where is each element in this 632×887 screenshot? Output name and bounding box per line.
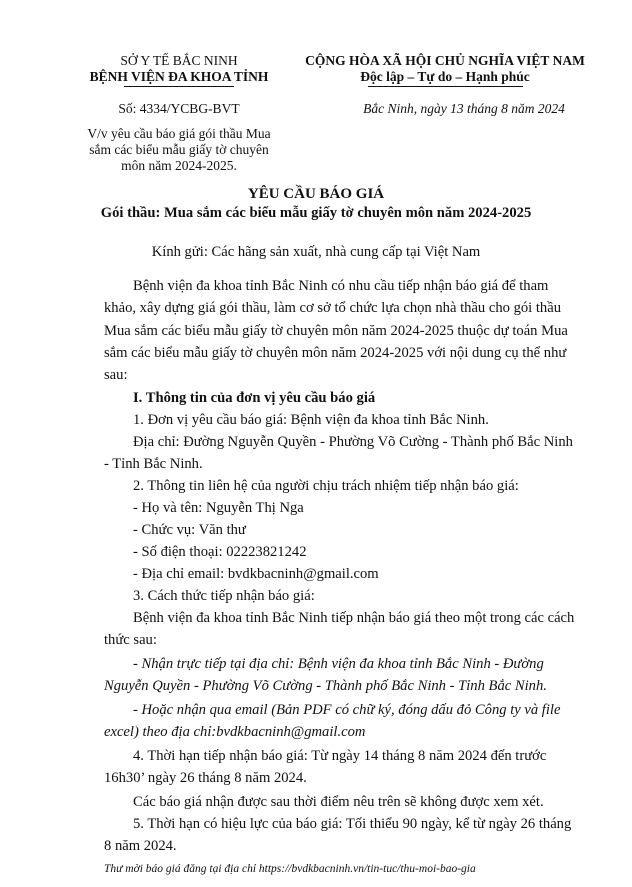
contact-heading: 2. Thông tin liên hệ của người chịu trách nhiệm tiếp nhận báo giá: bbox=[133, 478, 519, 494]
greeting: Kính gửi: Các hãng sản xuất, nhà cung cấp tại Việt Nam bbox=[151, 244, 481, 260]
contact-phone: - Số điện thoại: 02223821242 bbox=[133, 544, 307, 560]
method-heading: 3. Cách thức tiếp nhận báo giá: bbox=[133, 588, 315, 604]
document-title: YÊU CẦU BÁO GIÁ bbox=[247, 186, 385, 202]
address-line: Địa chỉ: Đường Nguyễn Quyền - Phường Võ Cường - Thành phố Bắc Ninh bbox=[133, 434, 573, 450]
document-subtitle: Gói thầu: Mua sắm các biểu mẫu giấy tờ chuyên môn năm 2024-2025 bbox=[100, 205, 532, 221]
hospital-underline bbox=[124, 86, 234, 87]
national-motto: Độc lập – Tự do – Hạnh phúc bbox=[360, 69, 530, 84]
contact-name: - Họ và tên: Nguyễn Thị Nga bbox=[133, 500, 304, 516]
subject-line: V/v yêu cầu báo giá gói thầu Mua bbox=[87, 126, 271, 141]
national-title: CỘNG HÒA XÃ HỘI CHỦ NGHĨA VIỆT NAM bbox=[305, 53, 585, 68]
contact-position: - Chức vụ: Văn thư bbox=[133, 522, 246, 538]
deadline-note: Các báo giá nhận được sau thời điểm nêu trên sẽ không được xem xét. bbox=[133, 794, 544, 810]
hospital-name: BỆNH VIỆN ĐA KHOA TỈNH bbox=[89, 69, 269, 84]
deadline-item: 16h30’ ngày 26 tháng 8 năm 2024. bbox=[104, 770, 307, 786]
validity-item: 8 năm 2024. bbox=[104, 838, 177, 854]
intro-line: sau: bbox=[104, 367, 128, 383]
deadline-item: 4. Thời hạn tiếp nhận báo giá: Từ ngày 14 tháng 8 năm 2024 đến trước bbox=[133, 748, 547, 764]
subject-line: sắm các biểu mẫu giấy tờ chuyên bbox=[89, 142, 269, 157]
method-email: - Hoặc nhận qua email (Bản PDF có chữ ký, đóng dấu đỏ Công ty và file bbox=[133, 702, 561, 718]
motto-underline bbox=[368, 86, 523, 87]
requester-item: 1. Đơn vị yêu cầu báo giá: Bệnh viện đa khoa tỉnh Bắc Ninh. bbox=[133, 412, 489, 428]
footer-note: Thư mời báo giá đăng tại địa chỉ https://bvdkbacninh.vn/tin-tuc/thu-moi-bao-gia bbox=[104, 863, 476, 875]
contact-email: - Địa chỉ email: bvdkbacninh@gmail.com bbox=[133, 566, 379, 582]
method-direct: - Nhận trực tiếp tại địa chỉ: Bệnh viện đa khoa tỉnh Bắc Ninh - Đường bbox=[133, 656, 544, 672]
validity-item: 5. Thời hạn có hiệu lực của báo giá: Tối thiểu 90 ngày, kể từ ngày 26 tháng bbox=[133, 816, 572, 832]
address-line: - Tỉnh Bắc Ninh. bbox=[104, 456, 203, 472]
method-intro: Bệnh viện đa khoa tỉnh Bắc Ninh tiếp nhận báo giá theo một trong các cách bbox=[133, 610, 575, 626]
document-number: Số: 4334/YCBG-BVT bbox=[118, 101, 240, 116]
intro-line: Mua sắm các biểu mẫu giấy tờ chuyên môn năm 2024-2025 thuộc dự toán Mua bbox=[104, 323, 568, 339]
intro-line: sắm các biểu mẫu giấy tờ chuyên môn năm 2024-2025 với nội dung cụ thể như bbox=[104, 345, 567, 361]
section-heading: I. Thông tin của đơn vị yêu cầu báo giá bbox=[133, 390, 376, 406]
department-name: SỞ Y TẾ BẮC NINH bbox=[120, 53, 238, 68]
intro-line: khảo, xây dựng giá gói thầu, làm cơ sở tổ chức lựa chọn nhà thầu cho gói thầu bbox=[104, 300, 562, 316]
document-subject bbox=[68, 126, 290, 174]
subject-line: môn năm 2024-2025. bbox=[121, 158, 237, 173]
intro-line: Bệnh viện đa khoa tỉnh Bắc Ninh có nhu cầu tiếp nhận báo giá để tham bbox=[133, 278, 549, 294]
method-email: excel) theo địa chỉ:bvdkbacninh@gmail.com bbox=[104, 724, 366, 740]
method-direct: Nguyễn Quyền - Phường Võ Cường - Thành phố Bắc Ninh - Tỉnh Bắc Ninh. bbox=[104, 678, 547, 694]
method-intro: thức sau: bbox=[104, 632, 157, 648]
place-date: Bắc Ninh, ngày 13 tháng 8 năm 2024 bbox=[363, 101, 565, 116]
